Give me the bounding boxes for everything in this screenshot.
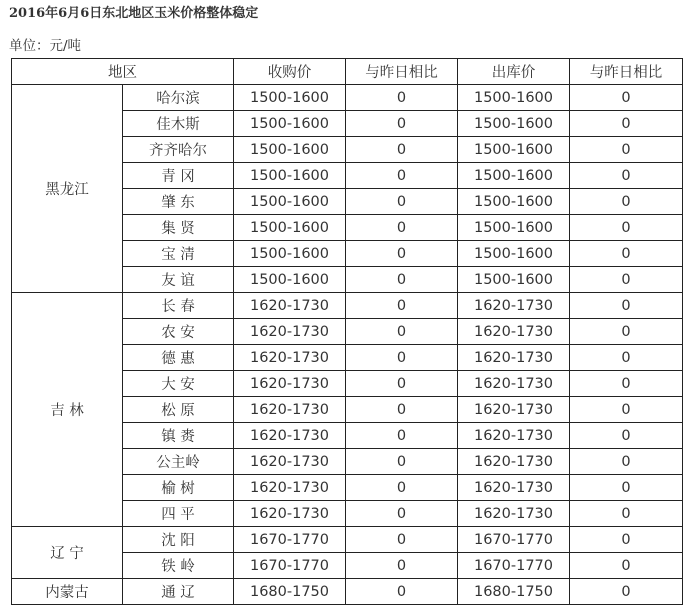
city-cell: 铁 岭	[123, 553, 234, 579]
header-outbound-change: 与昨日相比	[570, 59, 683, 85]
outbound-price-cell: 1620-1730	[458, 475, 570, 501]
region-cell: 内蒙古	[12, 579, 123, 605]
purchase-price-cell: 1500-1600	[234, 137, 346, 163]
page-title: 2016年6月6日东北地区玉米价格整体稳定	[9, 6, 259, 21]
purchase-price-cell: 1620-1730	[234, 423, 346, 449]
purchase-change-cell: 0	[346, 85, 458, 111]
outbound-price-cell: 1620-1730	[458, 449, 570, 475]
table-row	[12, 293, 683, 319]
purchase-change-cell: 0	[346, 527, 458, 553]
purchase-change-cell: 0	[346, 345, 458, 371]
purchase-price-cell: 1620-1730	[234, 319, 346, 345]
city-cell: 长 春	[123, 293, 234, 319]
city-cell: 沈 阳	[123, 527, 234, 553]
table-row	[12, 85, 683, 111]
header-region: 地区	[12, 59, 234, 85]
outbound-change-cell: 0	[570, 319, 683, 345]
outbound-price-cell: 1500-1600	[458, 111, 570, 137]
city-cell: 德 惠	[123, 345, 234, 371]
purchase-change-cell: 0	[346, 579, 458, 605]
city-cell: 松 原	[123, 397, 234, 423]
outbound-change-cell: 0	[570, 449, 683, 475]
outbound-change-cell: 0	[570, 137, 683, 163]
outbound-change-cell: 0	[570, 371, 683, 397]
outbound-change-cell: 0	[570, 527, 683, 553]
outbound-change-cell: 0	[570, 423, 683, 449]
purchase-price-cell: 1620-1730	[234, 449, 346, 475]
outbound-price-cell: 1620-1730	[458, 501, 570, 527]
purchase-change-cell: 0	[346, 111, 458, 137]
outbound-price-cell: 1500-1600	[458, 241, 570, 267]
city-cell: 佳木斯	[123, 111, 234, 137]
city-cell: 集 贤	[123, 215, 234, 241]
city-cell: 友 谊	[123, 267, 234, 293]
outbound-change-cell: 0	[570, 475, 683, 501]
purchase-price-cell: 1670-1770	[234, 527, 346, 553]
outbound-price-cell: 1500-1600	[458, 189, 570, 215]
purchase-price-cell: 1670-1770	[234, 553, 346, 579]
purchase-price-cell: 1620-1730	[234, 501, 346, 527]
purchase-change-cell: 0	[346, 423, 458, 449]
outbound-change-cell: 0	[570, 579, 683, 605]
purchase-price-cell: 1500-1600	[234, 215, 346, 241]
outbound-price-cell: 1620-1730	[458, 397, 570, 423]
outbound-price-cell: 1620-1730	[458, 371, 570, 397]
purchase-change-cell: 0	[346, 475, 458, 501]
region-cell: 辽 宁	[12, 527, 123, 579]
city-cell: 四 平	[123, 501, 234, 527]
purchase-change-cell: 0	[346, 501, 458, 527]
purchase-change-cell: 0	[346, 267, 458, 293]
purchase-change-cell: 0	[346, 397, 458, 423]
purchase-change-cell: 0	[346, 319, 458, 345]
outbound-price-cell: 1620-1730	[458, 345, 570, 371]
outbound-price-cell: 1620-1730	[458, 319, 570, 345]
city-cell: 大 安	[123, 371, 234, 397]
header-purchase-price: 收购价	[234, 59, 346, 85]
purchase-change-cell: 0	[346, 215, 458, 241]
unit-label: 单位：元/吨	[9, 38, 82, 54]
city-cell: 肇 东	[123, 189, 234, 215]
header-outbound-price: 出库价	[458, 59, 570, 85]
city-cell: 通 辽	[123, 579, 234, 605]
outbound-change-cell: 0	[570, 85, 683, 111]
city-cell: 镇 赉	[123, 423, 234, 449]
region-cell: 黑龙江	[12, 85, 123, 293]
outbound-change-cell: 0	[570, 241, 683, 267]
purchase-price-cell: 1500-1600	[234, 163, 346, 189]
purchase-change-cell: 0	[346, 137, 458, 163]
outbound-price-cell: 1670-1770	[458, 553, 570, 579]
purchase-price-cell: 1680-1750	[234, 579, 346, 605]
purchase-price-cell: 1500-1600	[234, 85, 346, 111]
outbound-price-cell: 1670-1770	[458, 527, 570, 553]
table-body	[12, 85, 683, 605]
purchase-change-cell: 0	[346, 449, 458, 475]
purchase-change-cell: 0	[346, 189, 458, 215]
region-cell: 吉 林	[12, 293, 123, 527]
outbound-price-cell: 1620-1730	[458, 423, 570, 449]
purchase-change-cell: 0	[346, 163, 458, 189]
outbound-change-cell: 0	[570, 345, 683, 371]
outbound-price-cell: 1500-1600	[458, 163, 570, 189]
outbound-price-cell: 1500-1600	[458, 215, 570, 241]
outbound-change-cell: 0	[570, 501, 683, 527]
outbound-price-cell: 1500-1600	[458, 267, 570, 293]
header-purchase-change: 与昨日相比	[346, 59, 458, 85]
outbound-change-cell: 0	[570, 397, 683, 423]
outbound-change-cell: 0	[570, 111, 683, 137]
purchase-price-cell: 1500-1600	[234, 111, 346, 137]
corn-price-table	[11, 58, 683, 605]
city-cell: 榆 树	[123, 475, 234, 501]
purchase-change-cell: 0	[346, 553, 458, 579]
outbound-change-cell: 0	[570, 215, 683, 241]
outbound-change-cell: 0	[570, 553, 683, 579]
outbound-change-cell: 0	[570, 267, 683, 293]
city-cell: 哈尔滨	[123, 85, 234, 111]
purchase-price-cell: 1620-1730	[234, 345, 346, 371]
purchase-price-cell: 1620-1730	[234, 397, 346, 423]
table-row	[12, 579, 683, 605]
purchase-price-cell: 1500-1600	[234, 267, 346, 293]
outbound-change-cell: 0	[570, 293, 683, 319]
outbound-price-cell: 1620-1730	[458, 293, 570, 319]
purchase-price-cell: 1500-1600	[234, 189, 346, 215]
city-cell: 公主岭	[123, 449, 234, 475]
purchase-price-cell: 1620-1730	[234, 293, 346, 319]
table-row	[12, 527, 683, 553]
purchase-change-cell: 0	[346, 241, 458, 267]
purchase-change-cell: 0	[346, 293, 458, 319]
city-cell: 齐齐哈尔	[123, 137, 234, 163]
city-cell: 宝 清	[123, 241, 234, 267]
outbound-price-cell: 1680-1750	[458, 579, 570, 605]
city-cell: 青 冈	[123, 163, 234, 189]
outbound-change-cell: 0	[570, 189, 683, 215]
purchase-change-cell: 0	[346, 371, 458, 397]
outbound-price-cell: 1500-1600	[458, 85, 570, 111]
table-header-row	[12, 59, 683, 85]
purchase-price-cell: 1620-1730	[234, 475, 346, 501]
purchase-price-cell: 1500-1600	[234, 241, 346, 267]
outbound-change-cell: 0	[570, 163, 683, 189]
city-cell: 农 安	[123, 319, 234, 345]
purchase-price-cell: 1620-1730	[234, 371, 346, 397]
outbound-price-cell: 1500-1600	[458, 137, 570, 163]
